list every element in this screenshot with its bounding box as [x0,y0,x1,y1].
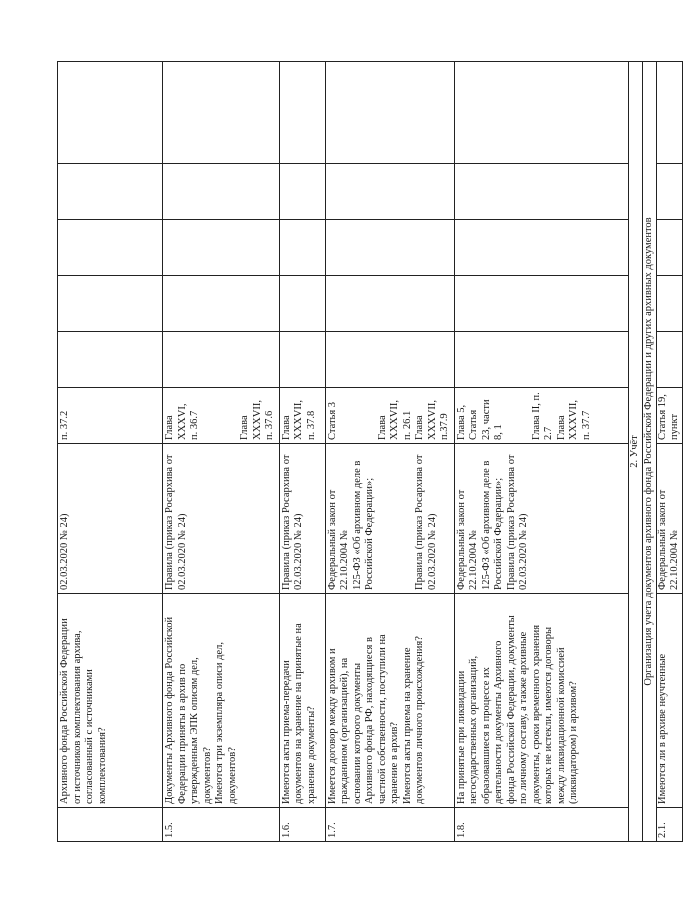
answer-cell[interactable] [325,276,454,332]
question-cell: Архивного фонда Российской Федерации от источников комплектования архива, согласованный с источниками комплектования? [58,594,163,808]
legal-basis-cell: Федеральный закон от 22.10.2004 № 125-ФЗ «Об архивном деле в Российской Федерации»; Правила (приказ Росархива от 02.03.2020 № 24) [325,444,454,594]
reference-cell: Статья 19, пункт [656,388,682,444]
answer-cell[interactable] [163,164,280,220]
rotated-table-container [57,62,680,842]
answer-cell[interactable] [58,332,163,388]
table-row [325,62,454,842]
table-row [656,62,682,842]
answer-cell[interactable] [163,220,280,276]
answer-cell[interactable] [656,220,682,276]
answer-cell[interactable] [325,62,454,164]
row-number [58,808,163,842]
reference-cell: Статья 3 Глава XXXVII, п. 26.1 Глава XXXVII, п.37.9 [325,388,454,444]
section-title: 2. Учёт [628,62,642,842]
legal-basis-cell: 02.03.2020 № 24) [58,444,163,594]
section-subtitle: Организация учета документов архивного фонда Российской Федерации и других архивных документов [642,62,656,842]
answer-cell[interactable] [454,332,628,388]
answer-cell[interactable] [58,62,163,164]
answer-cell[interactable] [656,62,682,164]
answer-cell[interactable] [656,332,682,388]
row-number: 1.8. [454,808,628,842]
answer-cell[interactable] [279,164,325,220]
table-row [454,62,628,842]
reference-cell: Глава 5, Статья 23, части 8, 1 Глава II, п. 2.7 Глава XXXVII, п. 37.7 [454,388,628,444]
question-cell: Имеется договор между архивом и гражданином (организацией), на основании которого документы Архивного фонда РФ, находящиеся в частной собственности, поступили на хранение в архив? Имеются акты приема на хранение документов личного происхождения? [325,594,454,808]
answer-cell[interactable] [58,220,163,276]
legal-basis-cell: Федеральный закон от 22.10.2004 № [656,444,682,594]
answer-cell[interactable] [656,276,682,332]
table-row [279,62,325,842]
answer-cell[interactable] [163,276,280,332]
answer-cell[interactable] [279,276,325,332]
answer-cell[interactable] [325,220,454,276]
reference-cell: Глава XXXVII, п. 37.8 [279,388,325,444]
section-subtitle-row [642,62,656,842]
reference-cell: Глава XXXVI, п. 36.7 Глава XXXVII, п. 37.6 [163,388,280,444]
answer-cell[interactable] [163,332,280,388]
question-cell: Имеются акты приема-передачи документов на хранение на принятые на хранение документы? [279,594,325,808]
answer-cell[interactable] [325,332,454,388]
question-cell: На принятые при ликвидации негосударственных организаций, образовавшиеся в процессе их деятельности документы Архивного фонда Российской Федерации, документы по личному составу, а также архивные документы, сроки временного хранения которых не истекли, имеются договоры между ликвидационной комиссией (ликвидатором) и архивом? [454,594,628,808]
answer-cell[interactable] [163,62,280,164]
question-cell: Имеются ли в архиве неучтенные [656,594,682,808]
legal-basis-cell: Правила (приказ Росархива от 02.03.2020 № 24) [163,444,280,594]
answer-cell[interactable] [279,62,325,164]
table-row [163,62,280,842]
row-number: 1.5. [163,808,280,842]
answer-cell[interactable] [454,164,628,220]
answer-cell[interactable] [325,164,454,220]
question-cell: Документы Архивного фонда Российской Федерации приняты в архив по утвержденным ЭПК описям дел, документов? Имеются три экземпляра описи дел, документов? [163,594,280,808]
answer-cell[interactable] [279,220,325,276]
answer-cell[interactable] [58,276,163,332]
answer-cell[interactable] [454,220,628,276]
row-number: 1.6. [279,808,325,842]
answer-cell[interactable] [279,332,325,388]
answer-cell[interactable] [454,62,628,164]
reference-cell: п. 37.2 [58,388,163,444]
row-number: 2.1. [656,808,682,842]
section-header-row [628,62,642,842]
answer-cell[interactable] [454,276,628,332]
legal-basis-cell: Федеральный закон от 22.10.2004 № 125-ФЗ «Об архивном деле в Российской Федерации»; Правила (приказ Росархива от 02.03.2020 № 24) [454,444,628,594]
table-row [58,62,163,842]
answer-cell[interactable] [656,164,682,220]
row-number: 1.7. [325,808,454,842]
checklist-table [57,61,683,842]
legal-basis-cell: Правила (приказ Росархива от 02.03.2020 № 24) [279,444,325,594]
answer-cell[interactable] [58,164,163,220]
